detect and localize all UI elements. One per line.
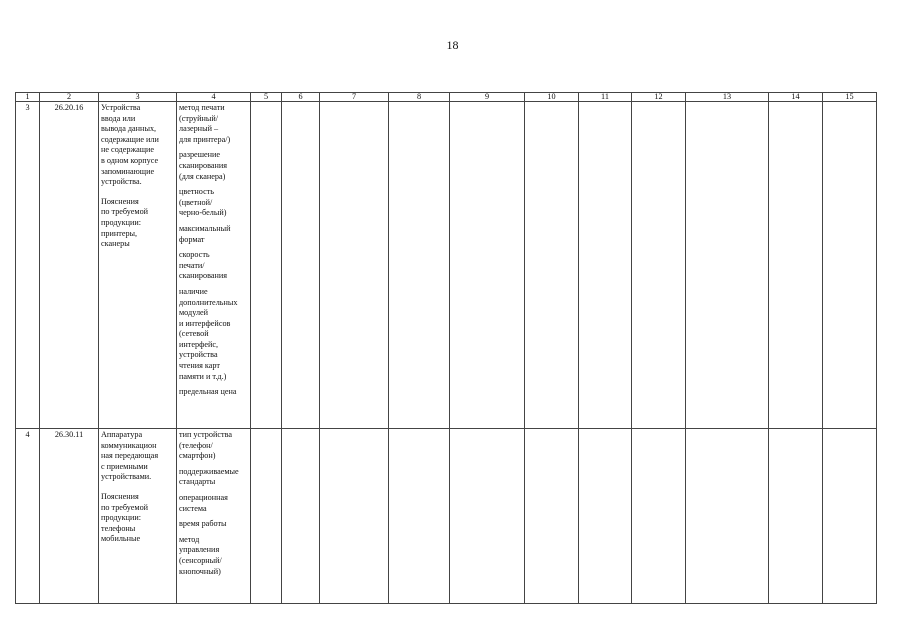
col-header-6: 6 — [282, 93, 320, 102]
col-header-13: 13 — [686, 93, 769, 102]
okpd-code: 26.20.16 — [40, 102, 99, 429]
explanation-line: сканеры — [101, 239, 130, 249]
characteristic-line: модулей — [179, 308, 209, 318]
table-row — [16, 429, 877, 604]
characteristic-line: стандарты — [179, 477, 216, 487]
col-header-14: 14 — [769, 93, 823, 102]
requirements-table — [15, 92, 877, 604]
characteristic-line: памяти и т.д.) — [179, 371, 227, 381]
product-name-cell — [99, 102, 177, 429]
name-line: ввода или — [101, 113, 136, 123]
characteristic-line: (струйный/ — [179, 113, 219, 123]
explanation-line: по требуемой — [101, 502, 149, 512]
characteristic-line: формат — [179, 234, 205, 244]
name-line: запоминающие — [101, 166, 155, 176]
header-row — [16, 93, 877, 102]
characteristic-line: дополнительных — [179, 297, 238, 307]
characteristic-line: сканирования — [179, 160, 227, 170]
col-header-1: 1 — [16, 93, 40, 102]
row-number: 3 — [16, 102, 40, 429]
characteristic-line: (цветной/ — [179, 197, 213, 207]
name-line: коммуникацион — [101, 440, 157, 450]
characteristic-line: предельная цена — [179, 387, 237, 397]
name-line: вывода данных, — [101, 124, 157, 134]
characteristic-line: (для сканера) — [179, 171, 226, 181]
explanation-line: телефоны — [101, 523, 136, 533]
col-header-15: 15 — [823, 93, 877, 102]
row-number: 4 — [16, 429, 40, 604]
characteristic-line: управления — [179, 545, 220, 555]
characteristic-line: интерфейс, — [179, 339, 219, 349]
name-line: в одном корпусе — [101, 155, 159, 165]
name-line: устройства. — [101, 177, 142, 187]
characteristic-line: максимальный — [179, 223, 231, 233]
explanation-line: Пояснения — [101, 491, 139, 501]
col-header-7: 7 — [320, 93, 389, 102]
name-line: содержащие или — [101, 134, 159, 144]
characteristic-line: операционная — [179, 492, 228, 502]
characteristic-line: для принтера/) — [179, 134, 231, 144]
characteristic-line: печати/ — [179, 260, 205, 270]
characteristic-line: наличие — [179, 286, 208, 296]
name-line: Аппаратура — [101, 430, 143, 439]
characteristic-line: сканирования — [179, 271, 227, 281]
explanation-line: по требуемой — [101, 207, 149, 217]
col-header-9: 9 — [450, 93, 525, 102]
characteristic-line: цветность — [179, 187, 215, 197]
characteristic-line: и интерфейсов — [179, 318, 231, 328]
product-name-cell — [99, 429, 177, 604]
characteristics-cell — [177, 429, 251, 604]
characteristic-line: (телефон/ — [179, 440, 213, 450]
characteristic-line: скорость — [179, 250, 210, 260]
col-header-5: 5 — [251, 93, 282, 102]
characteristic-line: тип устройства — [179, 430, 232, 439]
col-header-2: 2 — [40, 93, 99, 102]
characteristic-line: (сетевой — [179, 329, 209, 339]
characteristic-line: устройства — [179, 350, 218, 360]
characteristic-line: смартфон) — [179, 451, 216, 461]
name-line: не содержащие — [101, 145, 155, 155]
explanation-line: продукции: — [101, 217, 141, 227]
col-header-3: 3 — [99, 93, 177, 102]
explanation-line: Пояснения — [101, 196, 139, 206]
characteristic-line: лазерный – — [179, 124, 219, 134]
page-number: 18 — [446, 38, 459, 52]
table-row — [16, 102, 877, 429]
explanation-line: продукции: — [101, 513, 141, 523]
characteristics-cell — [177, 102, 251, 429]
characteristic-line: чтения карт — [179, 361, 220, 371]
name-line: с приемными — [101, 461, 148, 471]
col-header-10: 10 — [525, 93, 579, 102]
name-line: Устройства — [101, 103, 141, 112]
characteristic-line: поддерживаемые — [179, 466, 239, 476]
characteristic-line: (сенсорный/ — [179, 555, 222, 565]
col-header-12: 12 — [632, 93, 686, 102]
explanation-line: мобильные — [101, 534, 141, 544]
characteristic-line: разрешение — [179, 150, 221, 160]
okpd-code: 26.30.11 — [40, 429, 99, 604]
characteristic-line: метод печати — [179, 103, 225, 112]
characteristic-line: черно-белый) — [179, 208, 227, 218]
characteristic-line: кнопочный) — [179, 566, 221, 576]
name-line: устройствами. — [101, 472, 152, 482]
col-header-4: 4 — [177, 93, 251, 102]
characteristic-line: система — [179, 503, 207, 513]
col-header-11: 11 — [579, 93, 632, 102]
characteristic-line: время работы — [179, 519, 227, 529]
col-header-8: 8 — [389, 93, 450, 102]
characteristic-line: метод — [179, 534, 200, 544]
explanation-line: принтеры, — [101, 228, 138, 238]
name-line: ная передающая — [101, 451, 159, 461]
